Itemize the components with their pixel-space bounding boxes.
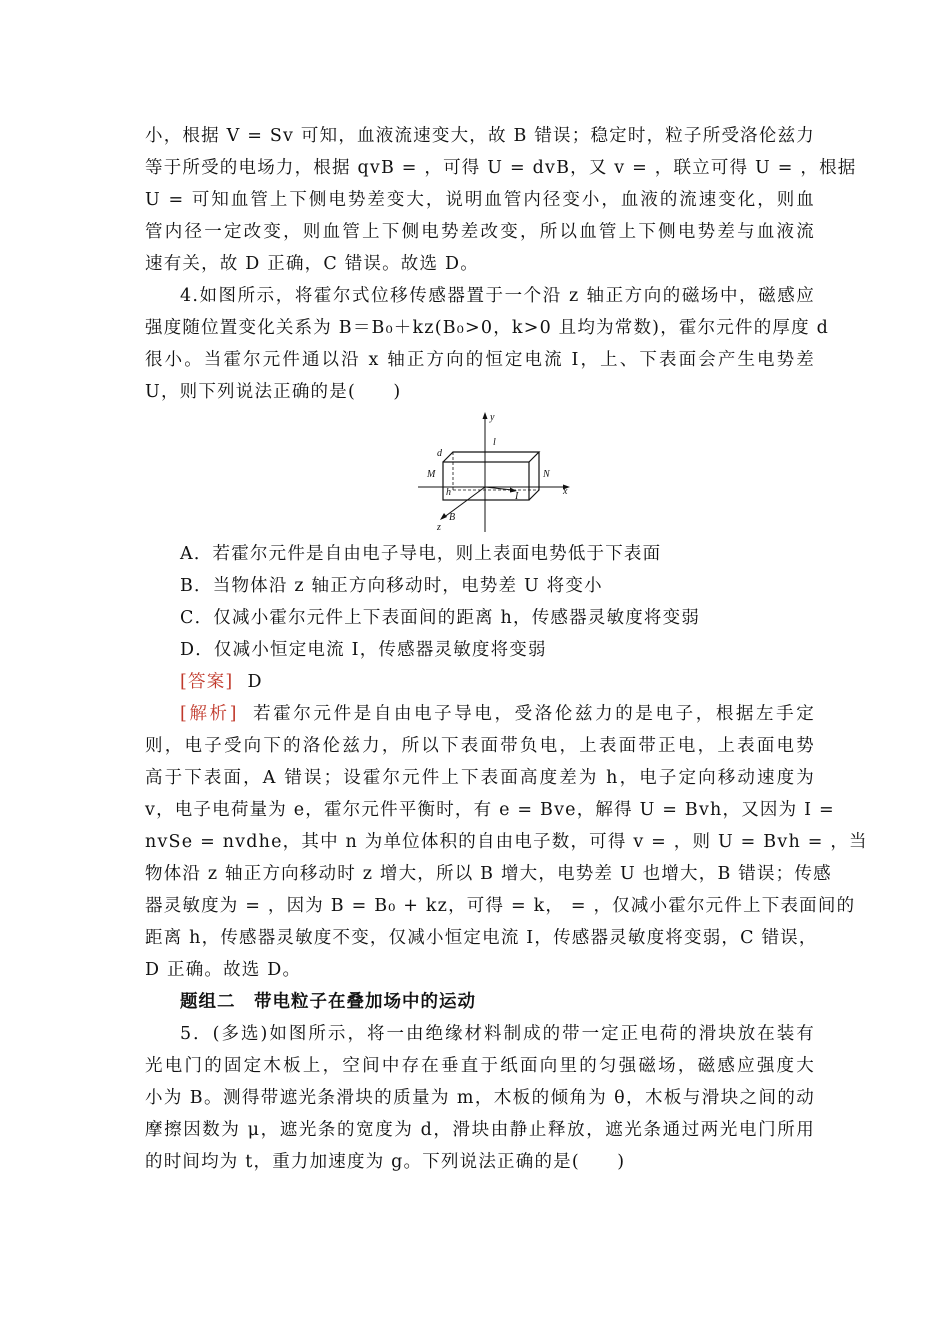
B-label: B bbox=[449, 512, 456, 523]
prev-analysis-line: 管内径一定改变，则血管上下侧电势差改变，所以血管上下侧电势差与血液流 bbox=[145, 222, 815, 242]
q4-stem-line: 强度随位置变化关系为 B＝B₀＋kz(B₀>0，k>0 且均为常数)，霍尔元件的厚度 d bbox=[145, 318, 829, 338]
option-a: A．若霍尔元件是自由电子导电，则上表面电势低于下表面 bbox=[180, 544, 662, 564]
hall-element-figure bbox=[415, 410, 575, 535]
answer-line bbox=[180, 667, 263, 697]
N-label: N bbox=[543, 469, 550, 480]
x-axis-label: x bbox=[563, 486, 568, 497]
q5-line: 5．(多选)如图所示，将一由绝缘材料制成的带一定正电荷的滑块放在装有 bbox=[180, 1024, 815, 1044]
option-d: D．仅减小恒定电流 I，传感器灵敏度将变弱 bbox=[180, 640, 547, 660]
d-label: d bbox=[437, 448, 442, 459]
q5-line: 摩擦因数为 μ，遮光条的宽度为 d，滑块由静止释放，遮光条通过两光电门所用 bbox=[145, 1120, 815, 1140]
prev-analysis-line: 等于所受的电场力，根据 qvB = ，可得 U = dvB，又 v = ，联立可得 U = ，根据 bbox=[145, 158, 857, 178]
I-label: I bbox=[515, 491, 519, 502]
analysis-tag: [解析] bbox=[180, 704, 238, 724]
y-axis-arrow bbox=[483, 412, 488, 419]
analysis-line: v，电子电荷量为 e，霍尔元件平衡时，有 e = Bve，解得 U = Bvh，又因为 I = bbox=[145, 800, 835, 820]
analysis-text: 若霍尔元件是自由电子导电，受洛伦兹力的是电子，根据左手定 bbox=[251, 704, 815, 724]
q4-stem-line: 4.如图所示，将霍尔式位移传感器置于一个沿 z 轴正方向的磁场中，磁感应 bbox=[180, 286, 815, 306]
l-label: l bbox=[493, 437, 496, 448]
q4-stem-line: U，则下列说法正确的是( ) bbox=[145, 382, 402, 402]
option-b: B．当物体沿 z 轴正方向移动时，电势差 U 将变小 bbox=[180, 576, 603, 596]
q5-line: 的时间均为 t，重力加速度为 g。下列说法正确的是( ) bbox=[145, 1152, 626, 1172]
z-axis-label: z bbox=[437, 522, 441, 533]
y-axis-label: y bbox=[490, 412, 495, 423]
analysis-line: nvSe = nvdhe，其中 n 为单位体积的自由电子数，可得 v = ，则 U = Bvh = ，当 bbox=[145, 832, 868, 852]
prev-analysis-line: 速有关，故 D 正确，C 错误。故选 D。 bbox=[145, 254, 479, 274]
z-axis-arrow bbox=[440, 513, 447, 520]
analysis-line: 物体沿 z 轴正方向移动时 z 增大，所以 B 增大，电势差 U 也增大，B 错误；传感 bbox=[145, 864, 832, 884]
analysis-line: 则，电子受向下的洛伦兹力，所以下表面带负电，上表面带正电，上表面电势 bbox=[145, 736, 815, 756]
analysis-line: 距离 h，传感器灵敏度不变，仅减小恒定电流 I，传感器灵敏度将变弱，C 错误， bbox=[145, 928, 818, 948]
analysis-line: 器灵敏度为 = ，因为 B = B₀ + kz，可得 = k， = ，仅减小霍尔元件上下表面间的 bbox=[145, 896, 856, 916]
hall-side-face bbox=[529, 452, 539, 500]
analysis-first-line bbox=[180, 699, 815, 729]
analysis-line: 高于下表面，A 错误；设霍尔元件上下表面高度差为 h，电子定向移动速度为 bbox=[145, 768, 815, 788]
analysis-line: D 正确。故选 D。 bbox=[145, 960, 302, 980]
prev-analysis-line: U = 可知血管上下侧电势差变大，说明血管内径变小，血液的流速变化，则血 bbox=[145, 190, 815, 210]
answer-value: D bbox=[247, 672, 263, 692]
q5-line: 小为 B。测得带遮光条滑块的质量为 m，木板的倾角为 θ，木板与滑块之间的动 bbox=[145, 1088, 815, 1108]
q4-stem-line: 很小。当霍尔元件通以沿 x 轴正方向的恒定电流 I，上、下表面会产生电势差 bbox=[145, 350, 815, 370]
M-label: M bbox=[427, 469, 436, 480]
h-label: h bbox=[446, 487, 451, 498]
answer-tag: [答案] bbox=[180, 672, 234, 692]
section-heading: 题组二 带电粒子在叠加场中的运动 bbox=[180, 992, 476, 1012]
prev-analysis-line: 小，根据 V = Sv 可知，血液流速变大，故 B 错误；稳定时，粒子所受洛伦兹力 bbox=[145, 126, 815, 146]
option-c: C．仅减小霍尔元件上下表面间的距离 h，传感器灵敏度将变弱 bbox=[180, 608, 701, 628]
q5-line: 光电门的固定木板上，空间中存在垂直于纸面向里的匀强磁场，磁感应强度大 bbox=[145, 1056, 815, 1076]
hall-top-face bbox=[443, 452, 539, 462]
